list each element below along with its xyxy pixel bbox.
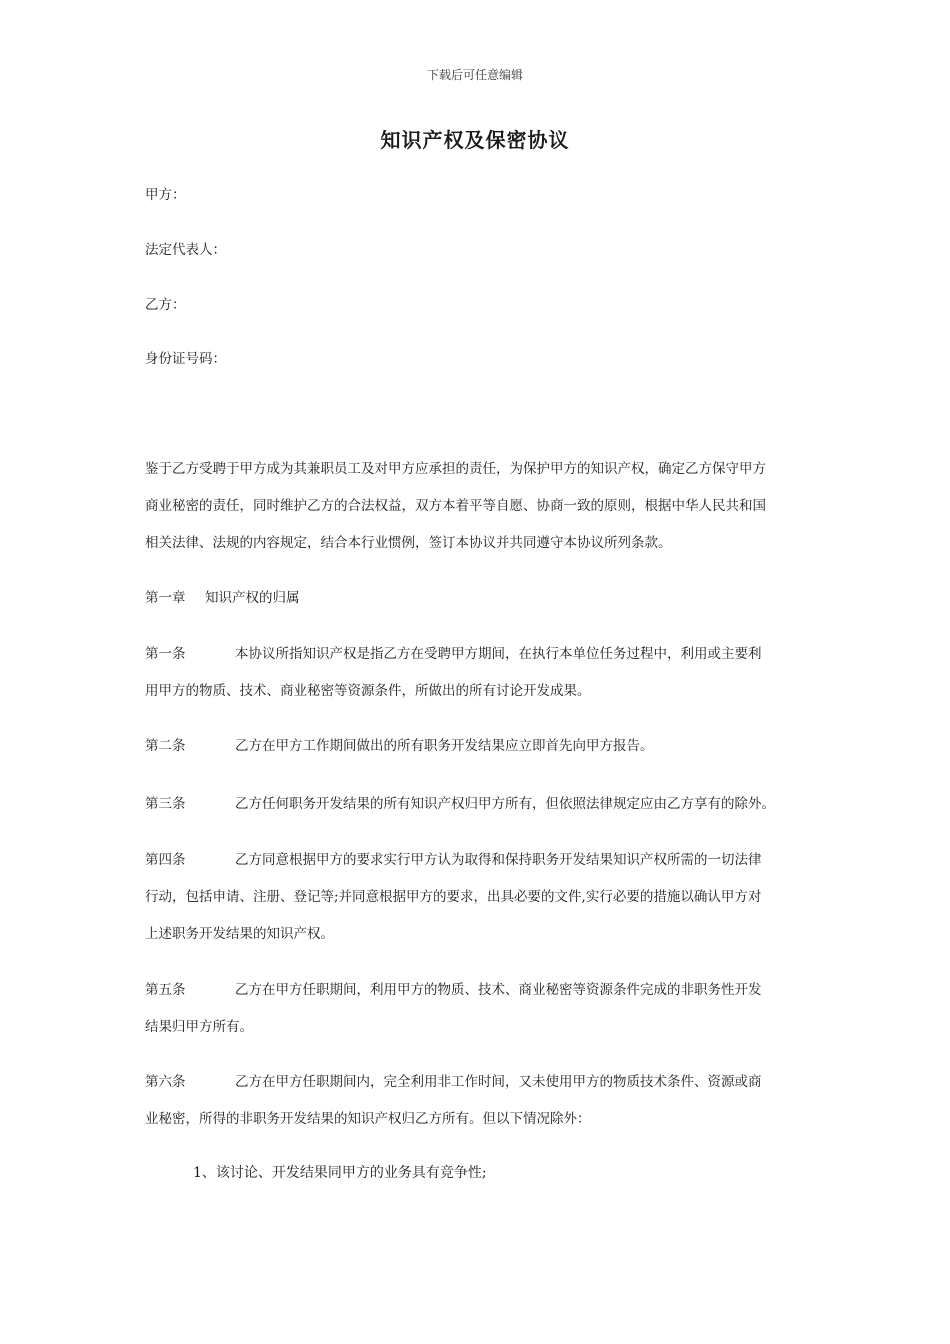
party-a-label: 甲方： <box>145 187 186 203</box>
article-4 <box>145 842 810 953</box>
parties-block <box>145 177 810 214</box>
article-6 <box>145 1064 810 1138</box>
article-text-line: 乙方任何职务开发结果的所有知识产权归甲方所有，但依照法律规定应由乙方享有的除外。 <box>235 796 775 812</box>
article-number: 第五条 <box>145 982 186 998</box>
preamble-line: 商业秘密的责任，同时维护乙方的合法权益，双方本着平等自愿、协商一致的原则，根据中华人民共和国 <box>145 498 766 514</box>
preamble-paragraph <box>145 451 810 562</box>
article-1 <box>145 636 810 710</box>
chapter-number: 第一章 <box>145 590 186 606</box>
article-5 <box>145 972 810 1046</box>
article-text-line: 本协议所指知识产权是指乙方在受聘甲方期间，在执行本单位任务过程中，利用或主要利 <box>235 646 762 662</box>
party-b-block <box>145 287 810 324</box>
article-text-line: 行动，包括申请、注册、登记等;并同意根据甲方的要求，出具必要的文件,实行必要的措施以确认甲方对 <box>145 889 762 905</box>
document-title: 知识产权及保密协议 <box>380 128 570 152</box>
chapter-heading <box>145 580 810 617</box>
header-note: 下载后可任意编辑 <box>426 68 523 82</box>
exception-list <box>145 1155 810 1192</box>
article-2 <box>145 728 810 765</box>
id-number-block <box>145 341 810 378</box>
preamble-line: 鉴于乙方受聘于甲方成为其兼职员工及对甲方应承担的责任，为保护甲方的知识产权，确定乙方保守甲方 <box>145 461 766 477</box>
id-number-label: 身份证号码： <box>145 351 226 367</box>
article-number: 第六条 <box>145 1074 186 1090</box>
preamble-line: 相关法律、法规的内容规定，结合本行业惯例，签订本协议并共同遵守本协议所列条款。 <box>145 535 672 551</box>
legal-rep-label: 法定代表人： <box>145 242 226 258</box>
article-text-line: 用甲方的物质、技术、商业秘密等资源条件，所做出的所有讨论开发成果。 <box>145 683 591 699</box>
article-number: 第四条 <box>145 852 186 868</box>
legal-rep-block <box>145 232 810 269</box>
article-number: 第二条 <box>145 738 186 754</box>
article-text-line: 乙方同意根据甲方的要求实行甲方认为取得和保持职务开发结果知识产权所需的一切法律 <box>235 852 762 868</box>
article-text-line: 乙方在甲方任职期间内，完全利用非工作时间，又未使用甲方的物质技术条件、资源或商 <box>235 1074 762 1090</box>
article-3 <box>145 786 810 823</box>
list-item: 1、该讨论、开发结果同甲方的业务具有竞争性; <box>193 1165 487 1181</box>
article-text-line: 上述职务开发结果的知识产权。 <box>145 926 334 942</box>
article-text-line: 业秘密，所得的非职务开发结果的知识产权归乙方所有。但以下情况除外： <box>145 1111 591 1127</box>
article-text-line: 乙方在甲方工作期间做出的所有职务开发结果应立即首先向甲方报告。 <box>235 738 654 754</box>
article-text-line: 结果归甲方所有。 <box>145 1019 253 1035</box>
party-b-label: 乙方： <box>145 297 186 313</box>
article-number: 第一条 <box>145 646 186 662</box>
article-number: 第三条 <box>145 796 186 812</box>
chapter-title: 知识产权的归属 <box>205 590 300 606</box>
article-text-line: 乙方在甲方任职期间，利用甲方的物质、技术、商业秘密等资源条件完成的非职务性开发 <box>235 982 762 998</box>
